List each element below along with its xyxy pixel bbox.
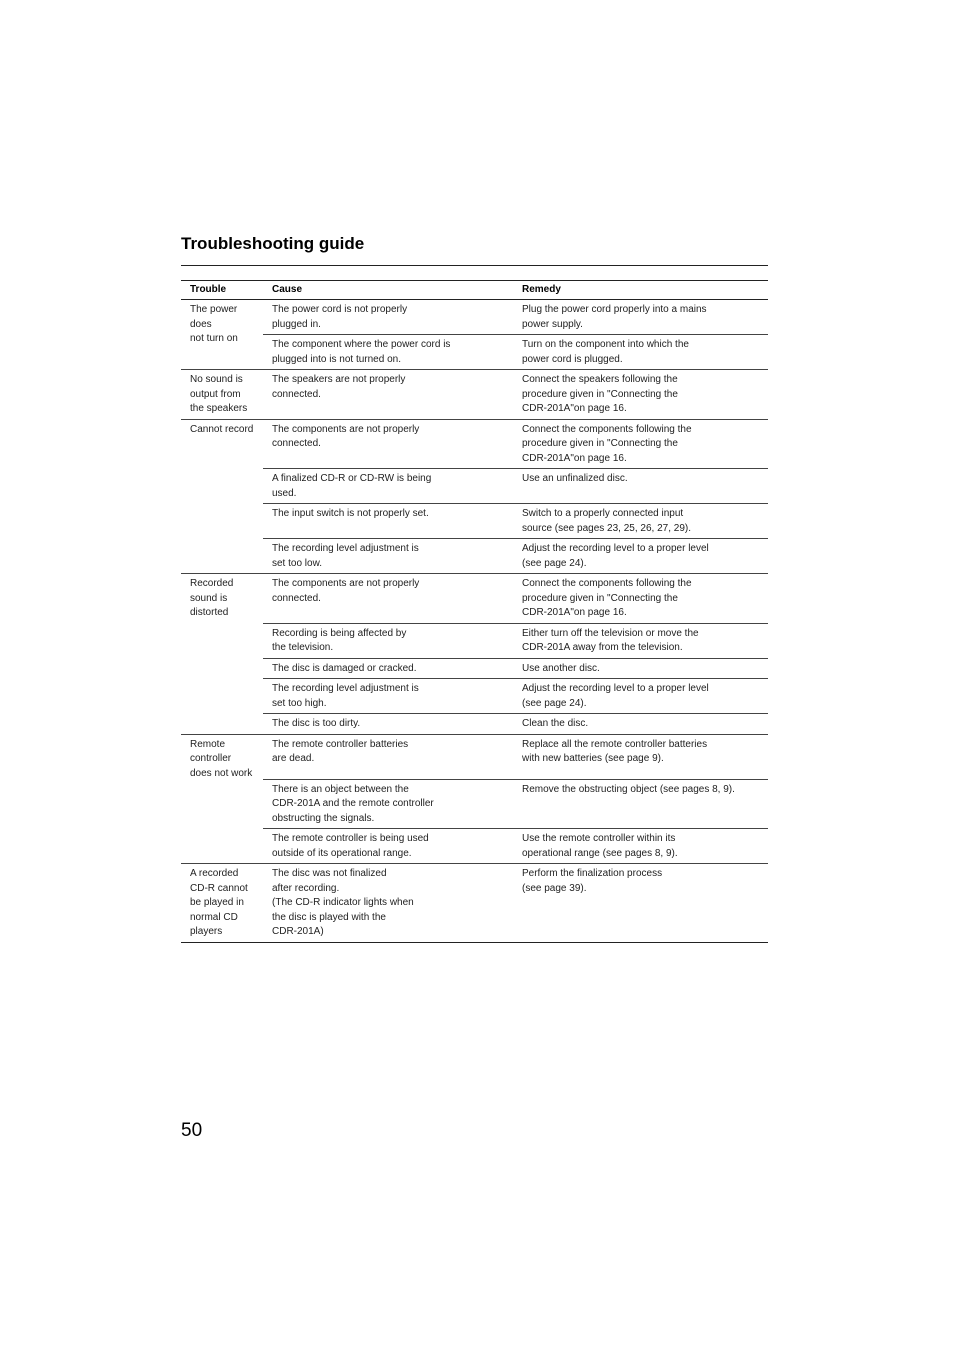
- table-row: [181, 539, 768, 574]
- remedy-cell: Use an unfinalized disc.: [513, 469, 768, 504]
- trouble-cell: Remote controller does not work: [181, 734, 263, 864]
- page-title: Troubleshooting guide: [181, 234, 365, 253]
- table-row: [181, 658, 768, 679]
- table-row: [181, 300, 768, 335]
- cause-cell: There is an object between the CDR-201A and the remote controller obstructing the signals.: [263, 779, 513, 829]
- title-divider: [181, 265, 768, 266]
- cause-cell: Recording is being affected by the television.: [263, 623, 513, 658]
- table-row: [181, 469, 768, 504]
- table-row: [181, 679, 768, 714]
- trouble-cell: Cannot record: [181, 419, 263, 574]
- remedy-cell: Turn on the component into which the power cord is plugged.: [513, 335, 768, 370]
- header-trouble: Trouble: [181, 281, 263, 300]
- table-body: [181, 300, 768, 943]
- table-row: [181, 335, 768, 370]
- table-row: [181, 504, 768, 539]
- remedy-cell: Connect the components following the procedure given in "Connecting the CDR-201A"on page 16.: [513, 419, 768, 469]
- table-row: [181, 370, 768, 420]
- table-row: [181, 714, 768, 735]
- table-row: [181, 864, 768, 943]
- cause-cell: The component where the power cord is plugged into is not turned on.: [263, 335, 513, 370]
- table-row: [181, 779, 768, 829]
- cause-cell: The recording level adjustment is set too low.: [263, 539, 513, 574]
- cause-cell: The components are not properly connected.: [263, 574, 513, 624]
- table-row: [181, 574, 768, 624]
- trouble-cell: No sound is output from the speakers: [181, 370, 263, 420]
- cause-cell: The recording level adjustment is set too high.: [263, 679, 513, 714]
- cause-cell: The remote controller batteries are dead.: [263, 734, 513, 779]
- cause-cell: The speakers are not properly connected.: [263, 370, 513, 420]
- remedy-cell: Connect the speakers following the procedure given in "Connecting the CDR-201A"on page 16.: [513, 370, 768, 420]
- table-row: [181, 829, 768, 864]
- remedy-cell: Replace all the remote controller batteries with new batteries (see page 9).: [513, 734, 768, 779]
- remedy-cell: Use another disc.: [513, 658, 768, 679]
- remedy-cell: Plug the power cord properly into a mains power supply.: [513, 300, 768, 335]
- trouble-cell: The power does not turn on: [181, 300, 263, 370]
- remedy-cell: Adjust the recording level to a proper level (see page 24).: [513, 539, 768, 574]
- cause-cell: The disc was not finalized after recording. (The CD-R indicator lights when the disc is played with the CDR-201A): [263, 864, 513, 943]
- cause-cell: The input switch is not properly set.: [263, 504, 513, 539]
- table-row: [181, 419, 768, 469]
- cause-cell: The power cord is not properly plugged in.: [263, 300, 513, 335]
- remedy-cell: Adjust the recording level to a proper level (see page 24).: [513, 679, 768, 714]
- header-remedy: Remedy: [513, 281, 768, 300]
- header-cause: Cause: [263, 281, 513, 300]
- trouble-cell: A recorded CD-R cannot be played in normal CD players: [181, 864, 263, 943]
- table-header-row: [181, 281, 768, 300]
- table-row: [181, 734, 768, 779]
- cause-cell: The components are not properly connected.: [263, 419, 513, 469]
- remedy-cell: Use the remote controller within its operational range (see pages 8, 9).: [513, 829, 768, 864]
- cause-cell: The disc is damaged or cracked.: [263, 658, 513, 679]
- remedy-cell: Connect the components following the procedure given in "Connecting the CDR-201A"on page 16.: [513, 574, 768, 624]
- page-number: 50: [181, 1120, 203, 1141]
- cause-cell: The disc is too dirty.: [263, 714, 513, 735]
- remedy-cell: Perform the finalization process (see page 39).: [513, 864, 768, 943]
- table-row: [181, 623, 768, 658]
- cause-cell: A finalized CD-R or CD-RW is being used.: [263, 469, 513, 504]
- remedy-cell: Switch to a properly connected input source (see pages 23, 25, 26, 27, 29).: [513, 504, 768, 539]
- remedy-cell: Remove the obstructing object (see pages 8, 9).: [513, 779, 768, 829]
- troubleshooting-table: [181, 280, 768, 943]
- trouble-cell: Recorded sound is distorted: [181, 574, 263, 735]
- remedy-cell: Either turn off the television or move the CDR-201A away from the television.: [513, 623, 768, 658]
- remedy-cell: Clean the disc.: [513, 714, 768, 735]
- cause-cell: The remote controller is being used outside of its operational range.: [263, 829, 513, 864]
